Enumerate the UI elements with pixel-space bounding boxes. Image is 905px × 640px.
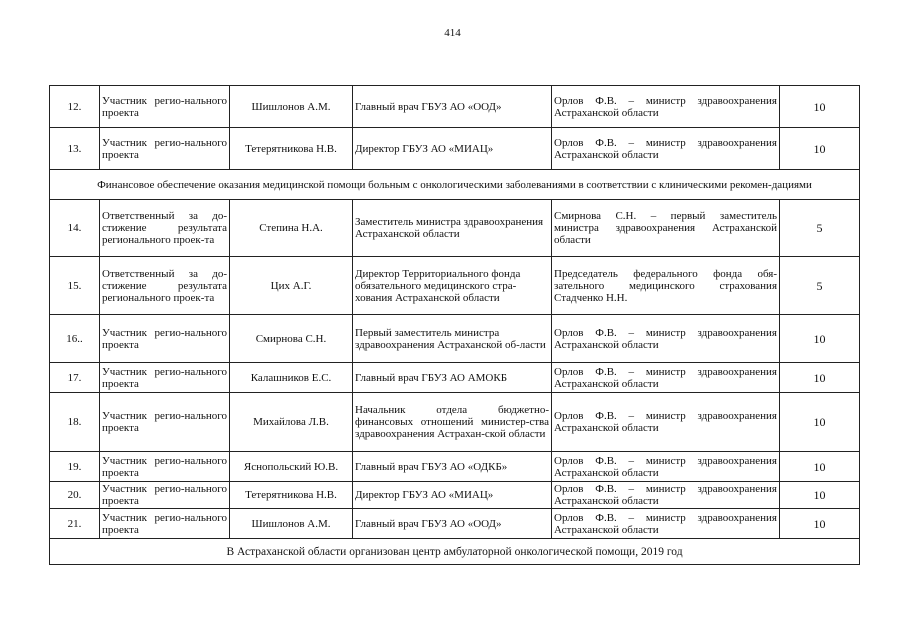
row-value: 5 <box>780 200 860 257</box>
row-role: Участник регио-нального проекта <box>100 86 230 128</box>
row-role: Участник регио-нального проекта <box>100 452 230 482</box>
row-position: Директор Территориального фонда обязательного медицинского стра-хования Астраханской области <box>353 257 552 315</box>
row-supervisor: Председатель федерального фонда обя-зательного медицинского страхования Стадченко Н.Н. <box>552 257 780 315</box>
row-supervisor: Орлов Ф.В. – министр здравоохранения Астраханской области <box>552 482 780 509</box>
row-supervisor: Орлов Ф.В. – министр здравоохранения Астраханской области <box>552 393 780 452</box>
footer-note: В Астраханской области организован центр амбулаторной онкологической помощи, 2019 год <box>50 539 860 565</box>
row-person-name: Цих А.Г. <box>230 257 353 315</box>
table-row <box>50 315 860 363</box>
row-position: Главный врач ГБУЗ АО «ООД» <box>353 509 552 539</box>
row-value: 10 <box>780 86 860 128</box>
table-row <box>50 128 860 170</box>
row-role: Ответственный за до-стижение результата регионального проек-та <box>100 257 230 315</box>
row-supervisor: Смирнова С.Н. – первый заместитель министра здравоохранения Астраханской области <box>552 200 780 257</box>
row-supervisor: Орлов Ф.В. – министр здравоохранения Астраханской области <box>552 128 780 170</box>
row-number: 15. <box>50 257 100 315</box>
row-person-name: Яснопольский Ю.В. <box>230 452 353 482</box>
row-value: 10 <box>780 482 860 509</box>
row-position: Директор ГБУЗ АО «МИАЦ» <box>353 128 552 170</box>
row-person-name: Калашников Е.С. <box>230 363 353 393</box>
row-position: Главный врач ГБУЗ АО «ООД» <box>353 86 552 128</box>
table-row <box>50 482 860 509</box>
row-value: 10 <box>780 509 860 539</box>
table-row <box>50 393 860 452</box>
table-row <box>50 509 860 539</box>
row-number: 20. <box>50 482 100 509</box>
section-header-row <box>50 170 860 200</box>
row-person-name: Степина Н.А. <box>230 200 353 257</box>
row-role: Участник регио-нального проекта <box>100 482 230 509</box>
footer-row <box>50 539 860 565</box>
row-role: Участник регио-нального проекта <box>100 128 230 170</box>
row-person-name: Шишлонов А.М. <box>230 86 353 128</box>
row-role: Участник регио-нального проекта <box>100 315 230 363</box>
row-supervisor: Орлов Ф.В. – министр здравоохранения Астраханской области <box>552 452 780 482</box>
row-supervisor: Орлов Ф.В. – министр здравоохранения Астраханской области <box>552 315 780 363</box>
row-supervisor: Орлов Ф.В. – министр здравоохранения Астраханской области <box>552 509 780 539</box>
row-number: 13. <box>50 128 100 170</box>
row-position: Главный врач ГБУЗ АО АМОКБ <box>353 363 552 393</box>
row-number: 14. <box>50 200 100 257</box>
table-row <box>50 257 860 315</box>
row-supervisor: Орлов Ф.В. – министр здравоохранения Астраханской области <box>552 86 780 128</box>
row-supervisor: Орлов Ф.В. – министр здравоохранения Астраханской области <box>552 363 780 393</box>
row-number: 19. <box>50 452 100 482</box>
table-row <box>50 200 860 257</box>
row-person-name: Смирнова С.Н. <box>230 315 353 363</box>
row-position: Главный врач ГБУЗ АО «ОДКБ» <box>353 452 552 482</box>
row-position: Директор ГБУЗ АО «МИАЦ» <box>353 482 552 509</box>
row-person-name: Тетерятникова Н.В. <box>230 482 353 509</box>
row-value: 10 <box>780 128 860 170</box>
page-number: 414 <box>444 27 461 39</box>
row-value: 10 <box>780 393 860 452</box>
row-number: 18. <box>50 393 100 452</box>
row-value: 5 <box>780 257 860 315</box>
row-role: Ответственный за до-стижение результата регионального проек-та <box>100 200 230 257</box>
table-row <box>50 452 860 482</box>
row-value: 10 <box>780 452 860 482</box>
row-number: 21. <box>50 509 100 539</box>
row-number: 12. <box>50 86 100 128</box>
row-value: 10 <box>780 363 860 393</box>
row-position: Начальник отдела бюджетно-финансовых отношений министер-ства здравоохранения Астрахан-ской области <box>353 393 552 452</box>
row-person-name: Михайлова Л.В. <box>230 393 353 452</box>
row-role: Участник регио-нального проекта <box>100 509 230 539</box>
table-row <box>50 86 860 128</box>
row-role: Участник регио-нального проекта <box>100 393 230 452</box>
project-participants-table <box>49 85 860 565</box>
row-role: Участник регио-нального проекта <box>100 363 230 393</box>
row-number: 17. <box>50 363 100 393</box>
row-value: 10 <box>780 315 860 363</box>
row-person-name: Тетерятникова Н.В. <box>230 128 353 170</box>
row-position: Заместитель министра здравоохранения Астраханской области <box>353 200 552 257</box>
section-header: Финансовое обеспечение оказания медицинской помощи больным с онкологическими заболеваниями в соответствии с клиническими рекомен-дациями <box>50 170 860 200</box>
row-position: Первый заместитель министра здравоохранения Астраханской об-ласти <box>353 315 552 363</box>
row-number: 16.. <box>50 315 100 363</box>
row-person-name: Шишлонов А.М. <box>230 509 353 539</box>
table-row <box>50 363 860 393</box>
